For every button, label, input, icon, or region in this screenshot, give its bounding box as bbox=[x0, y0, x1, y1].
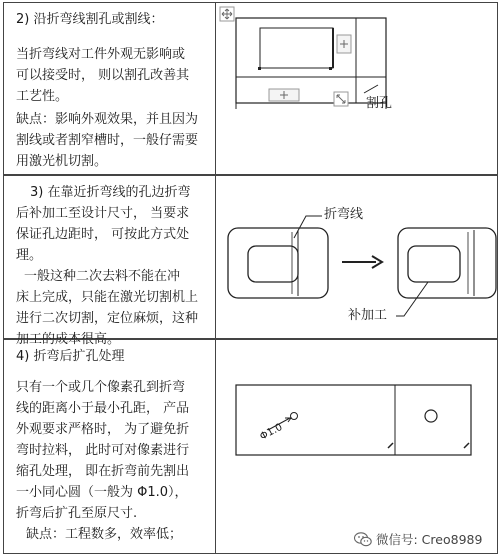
paragraph-line: 线的距离小于最小孔距， 产品 bbox=[16, 401, 190, 416]
figure-label-top: 折弯线 bbox=[324, 207, 364, 222]
paragraph-line: 缩孔处理， 即在折弯前先割出 bbox=[16, 464, 190, 479]
drawback-line bbox=[16, 524, 207, 545]
resize-icon[interactable] bbox=[334, 92, 348, 106]
row-text-cell bbox=[4, 340, 216, 553]
plus-icon[interactable] bbox=[337, 35, 351, 53]
table-row bbox=[3, 2, 498, 175]
row-text-cell bbox=[4, 176, 216, 347]
paragraph-line: 割线或者割窄槽时，一般仔需要 bbox=[16, 133, 199, 148]
paragraph-line: 理。 bbox=[16, 248, 43, 263]
paragraph-line: 一般这种二次去料不能在冲 bbox=[24, 269, 181, 284]
paragraph-line: 床上完成，只能在激光切割机上 bbox=[16, 290, 199, 305]
paragraph-line: 一小同心圆（一般为 Φ1.0）， bbox=[16, 485, 188, 500]
table-row bbox=[3, 339, 498, 554]
paragraph-line: 外观要求严格时， 为了避免折 bbox=[16, 422, 190, 437]
paragraph-line: 保证孔边距时， 可按此方式处 bbox=[16, 227, 190, 242]
table-row bbox=[3, 175, 498, 347]
watermark-text: 微信号: Creo8989 bbox=[376, 532, 483, 547]
drawback-label: 缺点： bbox=[16, 112, 56, 127]
row-title: 2) 沿折弯线割孔或割线： bbox=[16, 12, 164, 27]
move-icon[interactable] bbox=[220, 7, 234, 21]
row-text-cell bbox=[4, 3, 216, 174]
row-title: 3) 在靠近折弯线的孔边折弯 bbox=[30, 185, 191, 200]
drawback-line bbox=[16, 109, 207, 130]
drawback-label: 缺点： bbox=[26, 527, 66, 542]
paragraph-line: 可以接受时， 则以割孔改善其 bbox=[16, 68, 190, 83]
figure-cell bbox=[216, 340, 497, 553]
paragraph-line: 加工的成本很高。 bbox=[16, 332, 121, 347]
paragraph-line: 工艺性。 bbox=[16, 89, 69, 104]
watermark bbox=[354, 530, 482, 548]
figure-cell bbox=[216, 176, 497, 338]
row-title: 4) 折弯后扩孔处理 bbox=[16, 349, 125, 364]
paragraph-line: 弯时拉料， 此时可对像素进行 bbox=[16, 443, 190, 458]
figure-label: Φ1.0 bbox=[258, 421, 285, 443]
figure-label-bottom: 补加工 bbox=[348, 308, 388, 323]
drawback-text: 工程数多，效率低； bbox=[65, 527, 183, 542]
paragraph-line: 后补加工至设计尺寸， 当要求 bbox=[16, 206, 190, 221]
wechat-icon bbox=[354, 532, 372, 547]
paragraph-line: 进行二次切割，定位麻烦，这种 bbox=[16, 311, 199, 326]
paragraph-line: 用激光机切割。 bbox=[16, 154, 108, 169]
plus-icon[interactable] bbox=[269, 89, 299, 101]
figure-cell bbox=[216, 3, 497, 174]
figure-label: 割孔 bbox=[366, 96, 393, 111]
paragraph-line: 折弯后扩孔至原尺寸. bbox=[16, 506, 138, 521]
cut-hole-figure bbox=[216, 3, 499, 174]
paragraph-line: 只有一个或几个像素孔到折弯 bbox=[16, 380, 186, 395]
expand-hole-figure bbox=[216, 340, 499, 553]
paragraph-line: 当折弯线对工件外观无影响或 bbox=[16, 47, 186, 62]
drawback-text: 影响外观效果，并且因为 bbox=[55, 112, 199, 127]
bend-hole-figure bbox=[216, 176, 499, 338]
